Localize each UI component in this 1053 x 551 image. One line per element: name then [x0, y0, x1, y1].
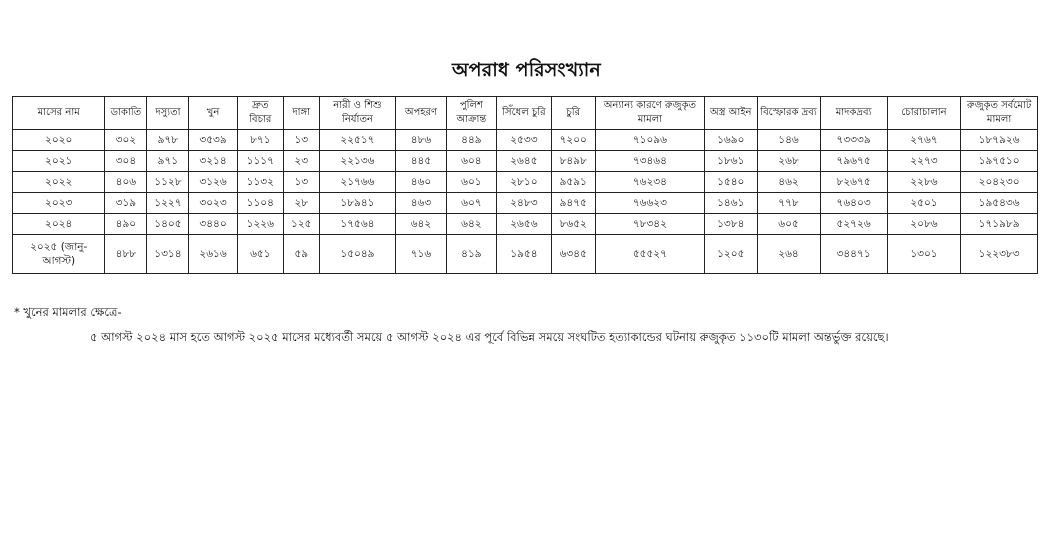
table-cell: ১৮৭৯২৬	[961, 130, 1038, 151]
table-cell: ২০৪২৩০	[961, 172, 1038, 193]
table-cell: ৪৪৫	[396, 151, 446, 172]
table-cell: ১৪০৫	[147, 214, 189, 235]
table-cell: ১৮৬১	[705, 151, 758, 172]
table-cell: ৬৩৪৫	[551, 235, 595, 274]
table-cell: ২৫৩৩	[497, 130, 552, 151]
table-cell: ৪৬৩	[396, 193, 446, 214]
table-cell: ২২৭৩	[887, 151, 961, 172]
table-cell: ৭৩৩৩৯	[820, 130, 887, 151]
header-police-assaulted: পুলিশ আক্রান্ত	[446, 97, 496, 130]
table-cell: ৩১৯	[105, 193, 147, 214]
header-explosives: বিস্ফোরক দ্রব্য	[757, 97, 820, 130]
table-cell: ১৩	[283, 172, 319, 193]
table-cell: ২০৮৬	[887, 214, 961, 235]
header-riot: দাঙ্গা	[283, 97, 319, 130]
table-cell: ১৫৪০	[705, 172, 758, 193]
table-row	[13, 151, 1038, 172]
table-cell: ১৮৯৪১	[319, 193, 396, 214]
table-cell: ১৭১৯৮৯	[961, 214, 1038, 235]
table-cell: ৪৮৬	[396, 130, 446, 151]
table-cell: ৬০৫	[757, 214, 820, 235]
table-cell: ১১০৪	[237, 193, 283, 214]
header-narcotics: মাদকদ্রব্য	[820, 97, 887, 130]
footnote-heading: * খুনের মামলার ক্ষেত্রে-	[14, 305, 122, 319]
table-cell: ১৭৫৬৪	[319, 214, 396, 235]
table-cell: ২০২০	[13, 130, 105, 151]
table-cell: ৯৭১	[147, 151, 189, 172]
table-cell: ৩৫৩৯	[189, 130, 237, 151]
table-cell: ২১৭৬৬	[319, 172, 396, 193]
header-robbery: ডাকাতি	[105, 97, 147, 130]
header-burglary: সিঁধেল চুরি	[497, 97, 552, 130]
table-cell: ১৫০৪৯	[319, 235, 396, 274]
table-cell: ৩৪৪৭১	[820, 235, 887, 274]
table-cell: ১৩০১	[887, 235, 961, 274]
table-cell: ৮৭১	[237, 130, 283, 151]
table-cell: ৩০২	[105, 130, 147, 151]
header-murder: খুন	[189, 97, 237, 130]
table-cell: ৩১২৬	[189, 172, 237, 193]
table-cell: ৪৬২	[757, 172, 820, 193]
table-cell: ১৯৭৫১০	[961, 151, 1038, 172]
table-cell: ২২৫১৭	[319, 130, 396, 151]
table-cell: ১৯৫৪	[497, 235, 552, 274]
header-speedy-trial: দ্রুত বিচার	[237, 97, 283, 130]
table-cell: ৯৫৯১	[551, 172, 595, 193]
table-cell: ১৬৯০	[705, 130, 758, 151]
table-cell: ৮৬৫২	[551, 214, 595, 235]
table-cell: ৬০৪	[446, 151, 496, 172]
table-cell: ৭৮৩৪২	[595, 214, 704, 235]
header-month: মাসের নাম	[13, 97, 105, 130]
table-cell: ২৬৪	[757, 235, 820, 274]
table-cell: ৫৯	[283, 235, 319, 274]
table-cell: ৮২৬৭৫	[820, 172, 887, 193]
table-cell: ৬০৭	[446, 193, 496, 214]
table-cell: ২৪৮৩	[497, 193, 552, 214]
table-row	[13, 172, 1038, 193]
table-cell: ৭২০০	[551, 130, 595, 151]
table-cell: ৪৪৯	[446, 130, 496, 151]
table-cell: ১১২৮	[147, 172, 189, 193]
table-cell: ৫২৭২৬	[820, 214, 887, 235]
table-cell: ১৪৬১	[705, 193, 758, 214]
table-cell: ৩৪৪০	[189, 214, 237, 235]
table-cell: ১৪৬	[757, 130, 820, 151]
table-cell: ৪৯০	[105, 214, 147, 235]
table-cell: ২৮১০	[497, 172, 552, 193]
table-cell: ৭৬৪০৩	[820, 193, 887, 214]
table-cell: ৬০১	[446, 172, 496, 193]
table-row	[13, 130, 1038, 151]
table-cell: ২৬৪৫	[497, 151, 552, 172]
table-cell: ৪০৬	[105, 172, 147, 193]
table-cell: ২৬৫৬	[497, 214, 552, 235]
table-cell: ২২১৩৬	[319, 151, 396, 172]
table-cell: ২২৮৬	[887, 172, 961, 193]
crime-statistics-table	[12, 96, 1038, 274]
table-cell: ৬৫১	[237, 235, 283, 274]
table-cell: ১৩	[283, 130, 319, 151]
header-other-cases: অন্যান্য কারণে রুজুকৃত মামলা	[595, 97, 704, 130]
table-cell: ১১৩২	[237, 172, 283, 193]
table-cell: ২৬১৬	[189, 235, 237, 274]
table-cell: ২৮	[283, 193, 319, 214]
table-cell: ৬৪২	[396, 214, 446, 235]
table-cell: ৪৮৮	[105, 235, 147, 274]
table-cell: ২৬৮	[757, 151, 820, 172]
table-cell: ৭৯৬৭৫	[820, 151, 887, 172]
table-cell: ১২০৫	[705, 235, 758, 274]
table-cell: ২০২৩	[13, 193, 105, 214]
header-arms-act: অস্ত্র আইন	[705, 97, 758, 130]
table-cell: ৭১০৯৬	[595, 130, 704, 151]
table-cell: ৫৫৫২৭	[595, 235, 704, 274]
header-total-cases: রুজুকৃত সর্বমোট মামলা	[961, 97, 1038, 130]
table-cell: ৭৩৪৬৪	[595, 151, 704, 172]
table-cell: ৭৭৮	[757, 193, 820, 214]
header-row	[13, 97, 1038, 130]
table-cell: ২০২২	[13, 172, 105, 193]
table-cell: ৩২১৪	[189, 151, 237, 172]
table-cell: ১৩১৪	[147, 235, 189, 274]
table-cell: ২৫০১	[887, 193, 961, 214]
header-women-child-abuse: নারী ও শিশু নির্যাতন	[319, 97, 396, 130]
table-cell: ১২২৬	[237, 214, 283, 235]
table-cell: ৭৬৬২৩	[595, 193, 704, 214]
header-theft: চুরি	[551, 97, 595, 130]
table-row	[13, 214, 1038, 235]
table-cell: ২৭৬৭	[887, 130, 961, 151]
header-smuggling: চোরাচালান	[887, 97, 961, 130]
table-cell: ৮৪৯৮	[551, 151, 595, 172]
table-cell: ১২২৩৮৩	[961, 235, 1038, 274]
table-cell: ১৩৮৪	[705, 214, 758, 235]
table-cell: ৩০২৩	[189, 193, 237, 214]
table-cell: ১১১৭	[237, 151, 283, 172]
table-cell: ৩০৪	[105, 151, 147, 172]
table-cell: ৪৬০	[396, 172, 446, 193]
table-row	[13, 193, 1038, 214]
footnote-text: ৫ আগস্ট ২০২৪ মাস হতে আগস্ট ২০২৫ মাসের মধ্যেবর্তী সময়ে ৫ আগস্ট ২০২৪ এর পূর্বে বিভিন্ন সময়ে সংঘটিত হত্যাকান্ডের ঘটনায় রুজুকৃত ১১৩০টি মামলা অন্তর্ভুক্ত রয়েছে।	[90, 330, 889, 344]
table-cell: ৬৪২	[446, 214, 496, 235]
table-cell: ১২৫	[283, 214, 319, 235]
table-row	[13, 235, 1038, 274]
header-dacoity: দস্যুতা	[147, 97, 189, 130]
table-cell: ৭১৬	[396, 235, 446, 274]
header-abduction: অপহরণ	[396, 97, 446, 130]
table-cell: ২০২৪	[13, 214, 105, 235]
table-cell: ২০২১	[13, 151, 105, 172]
table-cell: ৭৬২৩৪	[595, 172, 704, 193]
table-cell: ১৯৫৪৩৬	[961, 193, 1038, 214]
table-cell: ৯৭৮	[147, 130, 189, 151]
table-cell: ১২২৭	[147, 193, 189, 214]
table-cell: ৪১৯	[446, 235, 496, 274]
table-cell: ২৩	[283, 151, 319, 172]
table-cell: ২০২৫ (জানু-আগস্ট)	[13, 235, 105, 274]
table-cell: ৯৪৭৫	[551, 193, 595, 214]
page-title: অপরাধ পরিসংখ্যান	[452, 59, 601, 81]
